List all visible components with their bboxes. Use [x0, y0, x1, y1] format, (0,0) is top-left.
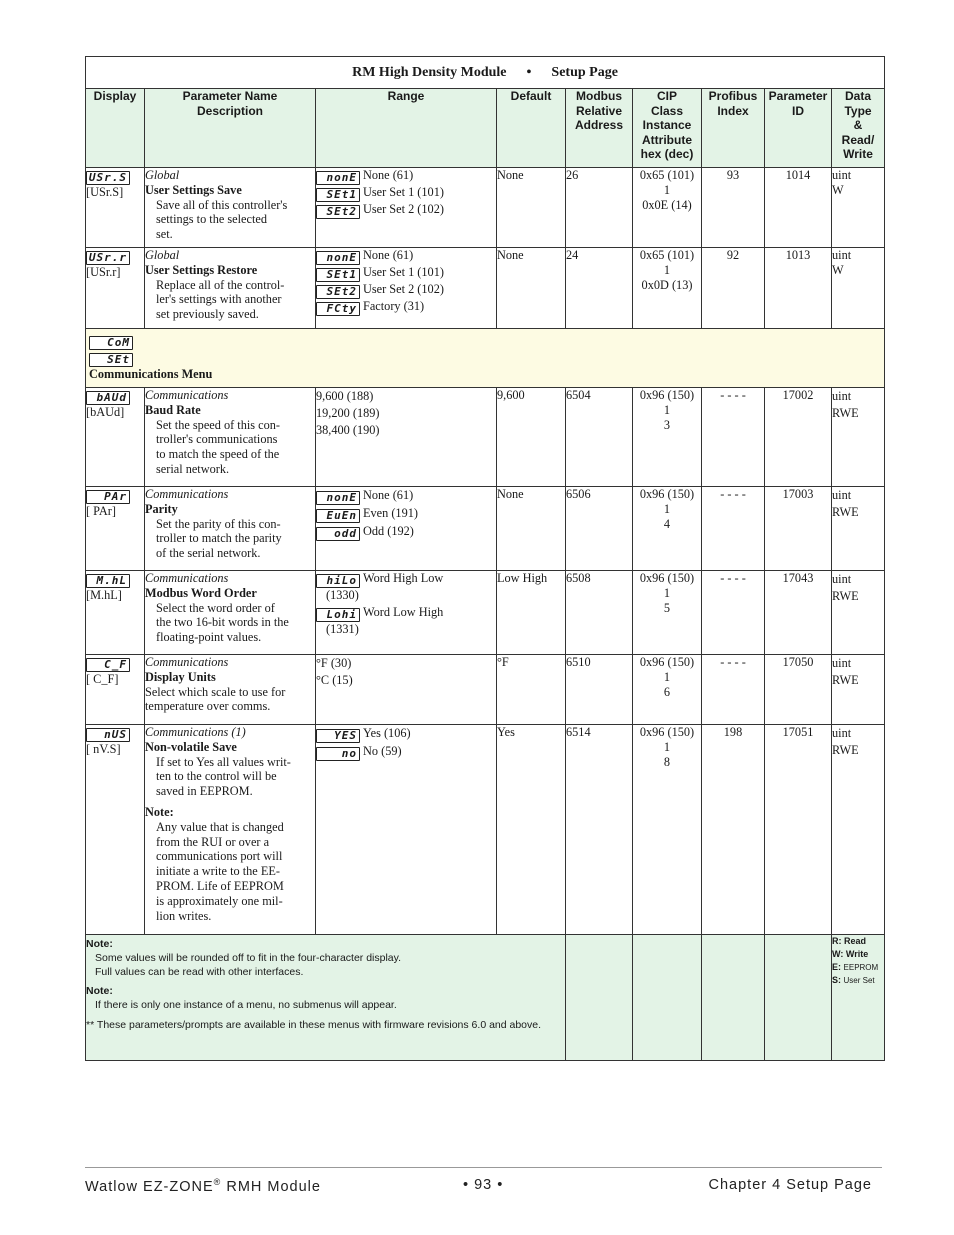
display-cell: USr.r [USr.r]	[86, 248, 145, 329]
profibus-cell: 93	[702, 168, 765, 248]
menu-lcd-com: CoM	[89, 336, 133, 350]
header-data-type: Data Type & Read/ Write	[832, 89, 885, 168]
empty-cell	[566, 935, 633, 1061]
empty-cell	[702, 935, 765, 1061]
note-heading: Note:	[86, 938, 113, 950]
profibus-cell: - - - -	[702, 487, 765, 571]
header-display: Display	[86, 89, 145, 168]
header-default: Default	[497, 89, 566, 168]
range-cell: 9,600 (188) 19,200 (189) 38,400 (190)	[316, 388, 497, 487]
communications-menu-cell	[86, 329, 885, 388]
data-type-cell: uint RWE	[832, 487, 885, 571]
range-cell: nonE None (61) SEt1 User Set 1 (101) SEt2 User Set 2 (102) FCty Factory (31)	[316, 248, 497, 329]
notes-row	[86, 935, 885, 1061]
description-cell: Communications Parity Set the parity of this con- troller to match the parity of the serial network.	[145, 487, 316, 571]
note-heading: Note:	[86, 985, 113, 997]
lcd-display: nUS	[86, 728, 130, 742]
menu-row	[86, 329, 885, 388]
header-parameter-id: Parameter ID	[765, 89, 832, 168]
cip-cell: 0x96 (150) 1 4	[633, 487, 702, 571]
profibus-cell: 198	[702, 725, 765, 935]
empty-cell	[633, 935, 702, 1061]
table-banner	[86, 57, 885, 89]
data-type-cell: uint RWE	[832, 571, 885, 655]
range-cell: nonE None (61) SEt1 User Set 1 (101) SEt2 User Set 2 (102)	[316, 168, 497, 248]
footer-product: Watlow EZ-ZONE® RMH Module	[85, 1177, 321, 1195]
data-type-cell: uint RWE	[832, 655, 885, 725]
modbus-cell: 6504	[566, 388, 633, 487]
description-cell: Communications Modbus Word Order Select the word order of the two 16-bit words in the floating-point values.	[145, 571, 316, 655]
default-cell: None	[497, 168, 566, 248]
profibus-cell: - - - -	[702, 388, 765, 487]
footer-chapter: Chapter 4 Setup Page	[708, 1177, 872, 1193]
banner-module: RM High Density Module	[352, 64, 507, 80]
cip-cell: 0x96 (150) 1 3	[633, 388, 702, 487]
data-type-cell: uint RWE	[832, 388, 885, 487]
default-cell: Yes	[497, 725, 566, 935]
display-cell: bAUd [bAUd]	[86, 388, 145, 487]
header-cip: CIP Class Instance Attribute hex (dec)	[633, 89, 702, 168]
data-type-cell: uint W	[832, 168, 885, 248]
default-cell: 9,600	[497, 388, 566, 487]
cip-cell: 0x96 (150) 1 5	[633, 571, 702, 655]
modbus-cell: 6508	[566, 571, 633, 655]
data-type-cell: uint RWE	[832, 725, 885, 935]
default-cell: None	[497, 487, 566, 571]
display-cell: USr.S [USr.S]	[86, 168, 145, 248]
description-cell: Global User Settings Save Save all of this controller's settings to the selected set.	[145, 168, 316, 248]
range-cell: nonE None (61) EuEn Even (191) odd Odd (192)	[316, 487, 497, 571]
header-parameter-name: Parameter Name Description	[145, 89, 316, 168]
default-cell: °F	[497, 655, 566, 725]
table-row	[86, 248, 885, 329]
cip-cell: 0x96 (150) 1 8	[633, 725, 702, 935]
lcd-display: PAr	[86, 490, 130, 504]
range-cell: hiLo Word High Low (1330) Lohi Word Low High (1331)	[316, 571, 497, 655]
profibus-cell: 92	[702, 248, 765, 329]
description-cell: Communications (1) Non-volatile Save If set to Yes all values writ- ten to the control will be saved in EEPROM. Note: Any value that is changed from the RUI or over a communications port will initiate a write to the EE- PROM. Life of EEPROM is approximately one mil- lion writes.	[145, 725, 316, 935]
profibus-cell: - - - -	[702, 571, 765, 655]
header-profibus: Profibus Index	[702, 89, 765, 168]
header-modbus: Modbus Relative Address	[566, 89, 633, 168]
modbus-cell: 24	[566, 248, 633, 329]
empty-cell	[765, 935, 832, 1061]
lcd-display: USr.S	[86, 171, 130, 185]
modbus-cell: 6514	[566, 725, 633, 935]
parameter-id-cell: 1013	[765, 248, 832, 329]
modbus-cell: 6510	[566, 655, 633, 725]
lcd-display: M.hL	[86, 574, 130, 588]
lcd-display: C_F	[86, 658, 130, 672]
description-cell: Global User Settings Restore Replace all of the control- ler's settings with another set previously saved.	[145, 248, 316, 329]
cip-cell: 0x65 (101) 1 0x0D (13)	[633, 248, 702, 329]
range-cell: YES Yes (106) no No (59)	[316, 725, 497, 935]
description-cell: Communications Display Units Select which scale to use for temperature over comms.	[145, 655, 316, 725]
cip-cell: 0x65 (101) 1 0x0E (14)	[633, 168, 702, 248]
table-row	[86, 571, 885, 655]
table-row	[86, 388, 885, 487]
data-type-cell: uint W	[832, 248, 885, 329]
page-number: • 93 •	[463, 1177, 504, 1193]
table-row	[86, 168, 885, 248]
banner-separator: •	[526, 64, 532, 80]
page-footer	[85, 1167, 882, 1198]
profibus-cell: - - - -	[702, 655, 765, 725]
parameter-id-cell: 17043	[765, 571, 832, 655]
lcd-display: USr.r	[86, 251, 130, 265]
default-cell: Low High	[497, 571, 566, 655]
parameter-id-cell: 17003	[765, 487, 832, 571]
default-cell: None	[497, 248, 566, 329]
modbus-cell: 26	[566, 168, 633, 248]
header-row	[86, 89, 885, 168]
display-cell: nUS [ nV.S]	[86, 725, 145, 935]
display-cell: C_F [ C_F]	[86, 655, 145, 725]
description-cell: Communications Baud Rate Set the speed of this con- troller's communications to match the speed of the serial network.	[145, 388, 316, 487]
document-page	[85, 56, 884, 1061]
parameter-id-cell: 17002	[765, 388, 832, 487]
menu-lcd-set: SEt	[89, 353, 133, 367]
notes-cell: Note: Some values will be rounded off to fit in the four-character display. Full values can be read with other interfaces. Note: If there is only one instance of a menu, no submenus will appear. ** These parameters/prompts are available in these menus with firmware revisions 6.0 and above.	[86, 935, 566, 1061]
lcd-display: bAUd	[86, 391, 130, 405]
legend-cell: R: Read W: Write E: EEPROM S: User Set	[832, 935, 885, 1061]
header-range: Range	[316, 89, 497, 168]
banner-page: Setup Page	[551, 64, 618, 80]
parameter-id-cell: 17051	[765, 725, 832, 935]
menu-label: Communications Menu	[89, 367, 213, 381]
parameter-id-cell: 17050	[765, 655, 832, 725]
table-row	[86, 487, 885, 571]
table-row	[86, 725, 885, 935]
parameter-table	[85, 56, 885, 1061]
range-cell: °F (30) °C (15)	[316, 655, 497, 725]
parameter-id-cell: 1014	[765, 168, 832, 248]
table-row	[86, 655, 885, 725]
display-cell: PAr [ PAr]	[86, 487, 145, 571]
cip-cell: 0x96 (150) 1 6	[633, 655, 702, 725]
display-cell: M.hL [M.hL]	[86, 571, 145, 655]
modbus-cell: 6506	[566, 487, 633, 571]
